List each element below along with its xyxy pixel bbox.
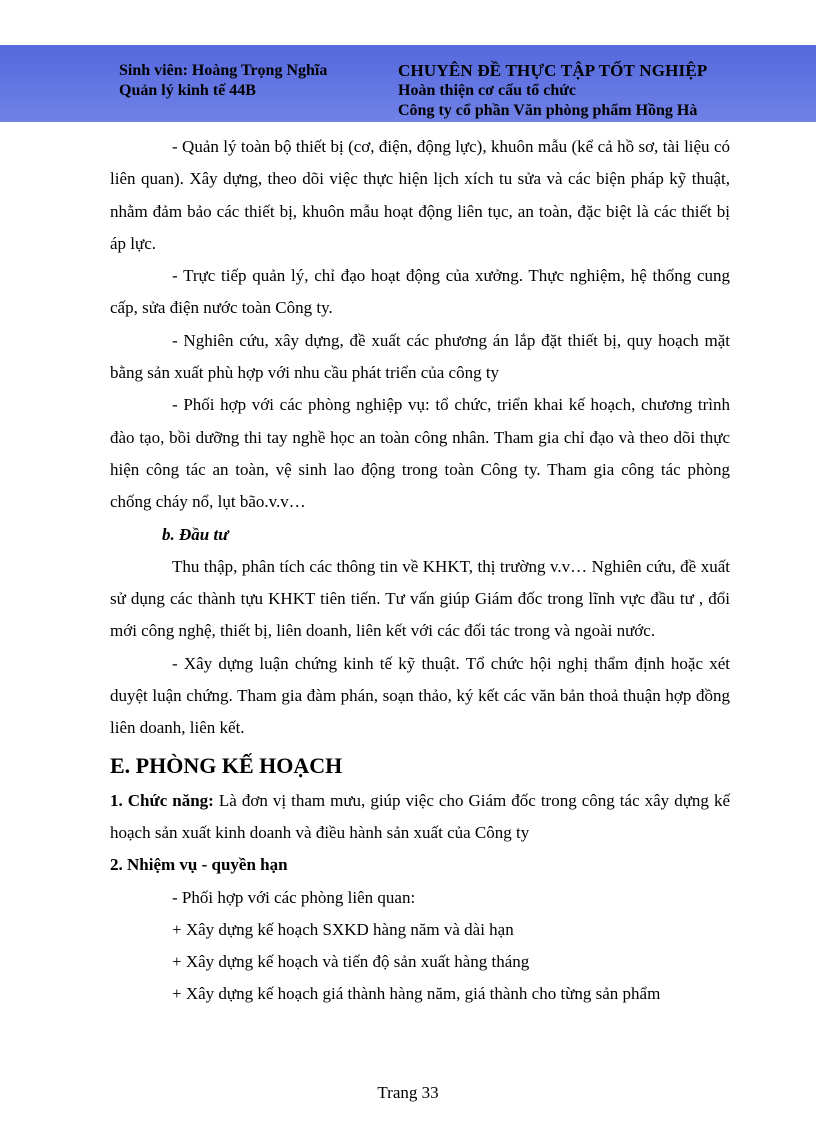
function-paragraph — [110, 785, 730, 850]
paragraph: - Xây dựng luận chứng kinh tế kỹ thuật. Tổ chức hội nghị thẩm định hoặc xét duyệt luận chứng. Tham gia đàm phán, soạn thảo, ký kết các văn bản thoả thuận hợp đồng liên doanh, liên kết. — [110, 653, 730, 738]
header-left — [119, 61, 327, 101]
report-topic: CHUYÊN ĐỀ THỰC TẬP TỐT NGHIỆP — [398, 61, 708, 80]
paragraph: - Phối hợp với các phòng nghiệp vụ: tổ chức, triển khai kế hoạch, chương trình đào tạo, bồi dưỡng thi tay nghề học an toàn công nhân. Tham gia chỉ đạo và theo dõi thực hiện công tác an toàn, vệ sinh lao động trong toàn Công ty. Tham gia công tác phòng chống cháy nổ, lụt bão.v.v… — [110, 395, 730, 512]
company-name: Công ty cổ phần Văn phòng phẩm Hồng Hà — [398, 102, 698, 119]
report-subtitle: Hoàn thiện cơ cấu tổ chức — [398, 82, 577, 99]
class-name: Quản lý kinh tế 44B — [119, 82, 256, 99]
list-item: + Xây dựng kế hoạch SXKD hàng năm và dài hạn — [172, 919, 514, 939]
list-item: + Xây dựng kế hoạch giá thành hàng năm, giá thành cho từng sản phẩm — [172, 984, 661, 1004]
function-label: 1. Chức năng: — [110, 790, 214, 810]
header-right — [398, 61, 708, 121]
banner-top-white — [0, 0, 816, 45]
list-item: + Xây dựng kế hoạch và tiến độ sản xuất hàng tháng — [172, 952, 530, 972]
function-text: Là đơn vị tham mưu, giúp việc cho Giám đốc trong công tác xây dựng kế hoạch sản xuất kinh doanh và điều hành sản xuất của Công ty — [110, 790, 730, 842]
paragraph: - Quản lý toàn bộ thiết bị (cơ, điện, động lực), khuôn mẫu (kể cả hồ sơ, tài liệu có liên quan). Xây dựng, theo dõi việc thực hiện lịch xích tu sửa và các biện pháp kỹ thuật, nhằm đảm bảo các thiết bị, khuôn mẫu hoạt động liên tục, an toàn, đặc biệt là các thiết bị áp lực. — [110, 137, 730, 253]
list-item: - Phối hợp với các phòng liên quan: — [172, 887, 416, 907]
section-heading-planning: E. PHÒNG KẾ HOẠCH — [110, 752, 343, 778]
page-number: Trang 33 — [377, 1083, 439, 1102]
paragraph: Thu thập, phân tích các thông tin về KHKT, thị trường v.v… Nghiên cứu, đề xuất sử dụng các thành tựu KHKT tiên tiến. Tư vấn giúp Giám đốc trong lĩnh vực đầu tư , đổi mới công nghệ, thiết bị, liên doanh, liên kết với các đối tác trong và ngoài nước. — [110, 556, 730, 641]
student-name: Sinh viên: Hoàng Trọng Nghĩa — [119, 62, 328, 79]
duty-heading: 2. Nhiệm vụ - quyền hạn — [110, 855, 288, 875]
paragraph: - Trực tiếp quản lý, chỉ đạo hoạt động của xưởng. Thực nghiệm, hệ thống cung cấp, sửa điện nước toàn Công ty. — [110, 266, 730, 318]
subheading-investment: b. Đầu tư — [162, 524, 229, 544]
paragraph: - Nghiên cứu, xây dựng, đề xuất các phương án lắp đặt thiết bị, quy hoạch mặt bằng sản xuất phù hợp với nhu cầu phát triển của công ty — [110, 330, 730, 383]
page-body — [110, 131, 730, 1011]
